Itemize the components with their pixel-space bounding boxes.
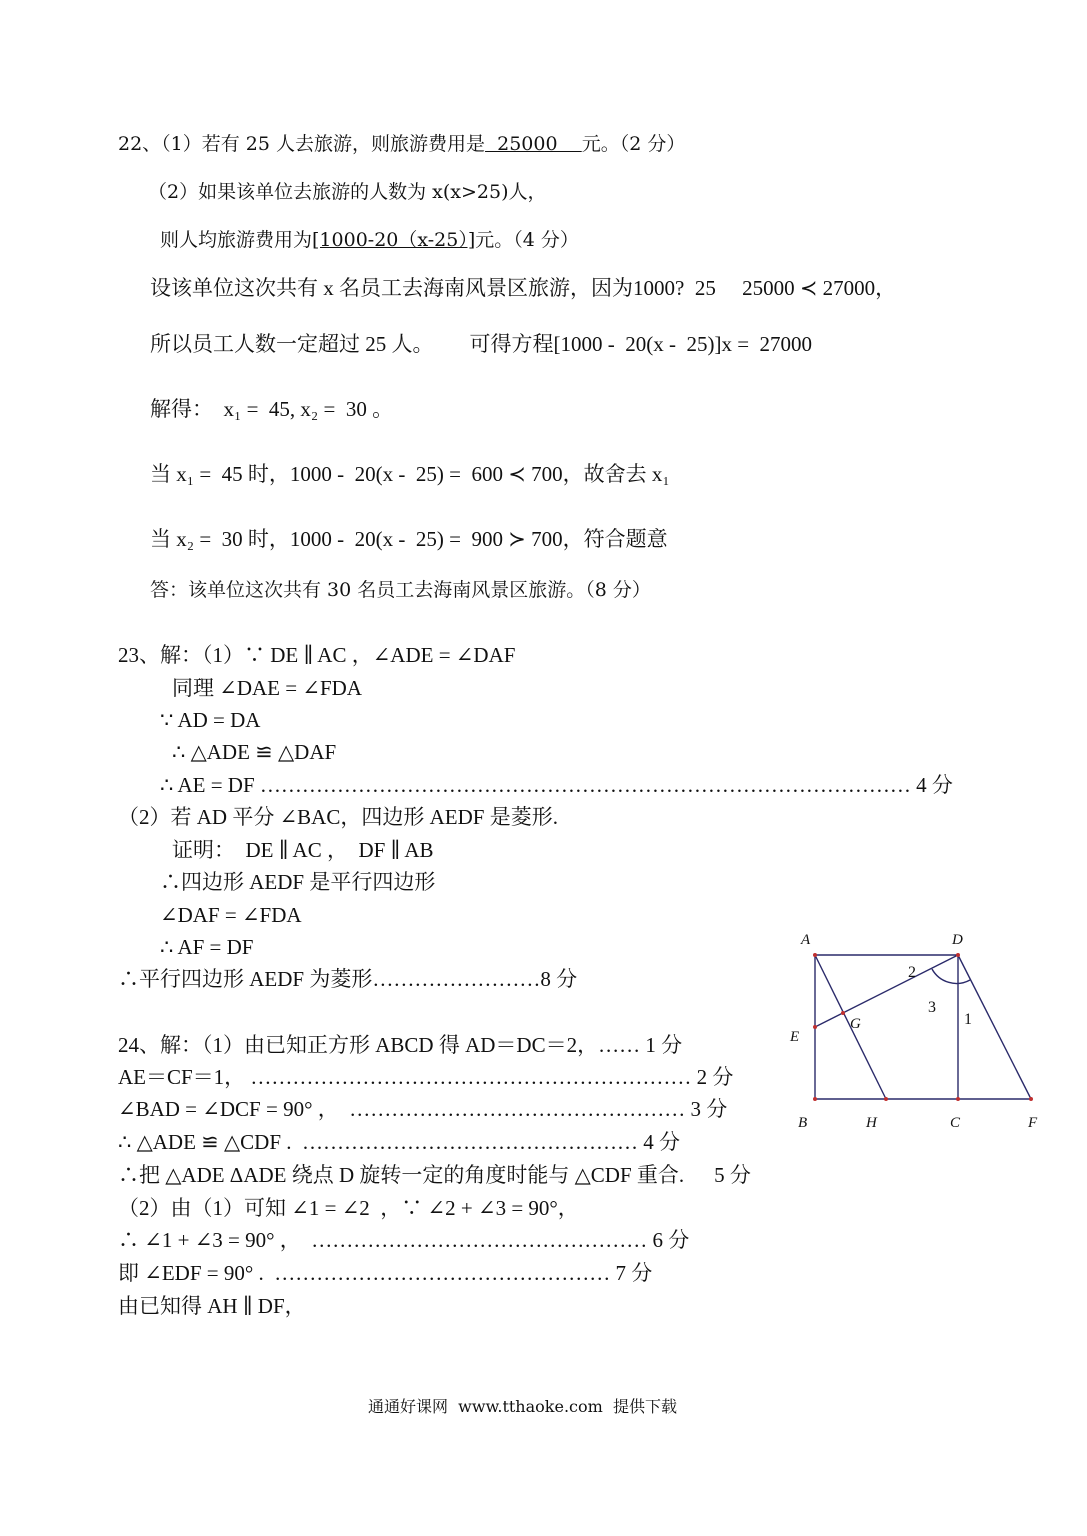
q24-line5-score: 5 分: [714, 1163, 751, 1187]
q23-line11: ∴平行四边形 AEDF 为菱形……………………8 分: [118, 967, 578, 991]
q23-line2: 同理 ∠DAE = ∠FDA: [172, 676, 362, 700]
q22-line8: 当 x₂ = 30 时，1000 - 20(x - 25) = 900 ≻ 700，符合题意: [150, 527, 668, 551]
point-h: [884, 1097, 888, 1101]
q24-line9: 由已知得 AH ∥ DF，: [118, 1294, 306, 1318]
q23-line7: 证明： DE ∥ AC ， DF ∥ AB: [172, 838, 434, 862]
segment-ed: [815, 955, 958, 1027]
q24-line4: ∴ △ADE ≌ △CDF . ………………………………………… 4 分: [118, 1130, 681, 1154]
point-f: [1029, 1097, 1033, 1101]
q22-answer-blank: 25000: [485, 133, 582, 155]
q23-line5: ∴ AE = DF ………………………………………………………………………………… 4 分: [160, 773, 953, 797]
point-a: [813, 953, 817, 957]
q24-line3: ∠BAD = ∠DCF = 90° ， ………………………………………… 3 分: [118, 1097, 728, 1121]
label-d: D: [952, 932, 963, 948]
q22-line3: [160, 228, 579, 252]
q22-equation: 可得方程[1000 - 20(x - 25)]x = 27000: [469, 332, 813, 356]
label-b: B: [798, 1115, 808, 1131]
label-h: H: [866, 1115, 877, 1131]
q24-line5-text: ∴把 △ADE ΔADE 绕点 D 旋转一定的角度时能与 △CDF 重合.: [118, 1163, 685, 1187]
label-c: C: [950, 1115, 961, 1131]
q24-line7: ∴ ∠1 + ∠3 = 90° ， ………………………………………… 6 分: [118, 1228, 690, 1252]
q23-line3: ∵ AD = DA: [160, 708, 261, 732]
point-d: [956, 953, 960, 957]
q22-line5: [150, 332, 812, 356]
q22-line3-tail: 元。（4 分）: [475, 229, 579, 251]
q23-line8: ∴四边形 AEDF 是平行四边形: [160, 870, 436, 894]
q22-expression-blank: [1000-20（x-25）]: [312, 229, 476, 251]
geometry-figure: [780, 920, 1060, 1140]
point-b: [813, 1097, 817, 1101]
q22-line7: 当 x₁ = 45 时，1000 - 20(x - 25) = 600 ≺ 700，故舍去 x₁: [150, 462, 670, 486]
q22-line3-text: 则人均旅游费用为: [160, 229, 313, 251]
point-g: [841, 1011, 845, 1015]
point-e: [813, 1025, 817, 1029]
q22-line9: 答：该单位这次共有 30 名员工去海南风景区旅游。（8 分）: [150, 579, 651, 601]
q24-line1: 24、解：（1）由已知正方形 ABCD 得 AD＝DC＝2，…… 1 分: [118, 1033, 683, 1057]
q23-line10: ∴ AF = DF: [160, 935, 254, 959]
q24-line6: （2）由（1）可知 ∠1 = ∠2 ，∵ ∠2 + ∠3 = 90°，: [118, 1196, 579, 1220]
q23-line4: ∴ △ADE ≌ △DAF: [172, 740, 337, 764]
point-c: [956, 1097, 960, 1101]
q23-line6: （2）若 AD 平分 ∠BAC，四边形 AEDF 是菱形.: [118, 805, 558, 829]
q23-line9: ∠DAF = ∠FDA: [160, 903, 302, 927]
angle-label-3: 3: [928, 999, 936, 1016]
q22-line1-text: 22、（1）若有 25 人去旅游，则旅游费用是: [118, 133, 486, 155]
q24-line8: 即 ∠EDF = 90° . ………………………………………… 7 分: [118, 1261, 653, 1285]
label-a: A: [801, 932, 811, 948]
q24-line2: AE＝CF＝1， ……………………………………………………… 2 分: [118, 1065, 734, 1089]
q23-line1: 23、解：（1）∵ DE ∥ AC ，∠ADE = ∠DAF: [118, 643, 516, 667]
angle-label-1: 1: [964, 1011, 972, 1028]
q22-line4: 设该单位这次共有 x 名员工去海南风景区旅游，因为1000? 25 25000 ≺ 27000，: [150, 276, 897, 300]
q24-line5: [118, 1163, 751, 1187]
label-g: G: [850, 1016, 861, 1032]
label-e: E: [790, 1029, 800, 1045]
angle-arc-d: [932, 969, 970, 983]
q22-line5-text: 所以员工人数一定超过 25 人。: [150, 332, 434, 356]
q22-line1-tail: 元。（2 分）: [581, 133, 686, 155]
page-footer: 通通好课网 www.tthaoke.com 提供下载: [368, 1397, 677, 1416]
angle-label-2: 2: [908, 964, 916, 981]
label-f: F: [1028, 1115, 1038, 1131]
q22-line6: 解得： x₁ = 45, x₂ = 30 。: [150, 397, 394, 421]
q22-line2: （2）如果该单位去旅游的人数为 x(x>25)人，: [148, 181, 547, 203]
q22-line1: [118, 132, 685, 156]
